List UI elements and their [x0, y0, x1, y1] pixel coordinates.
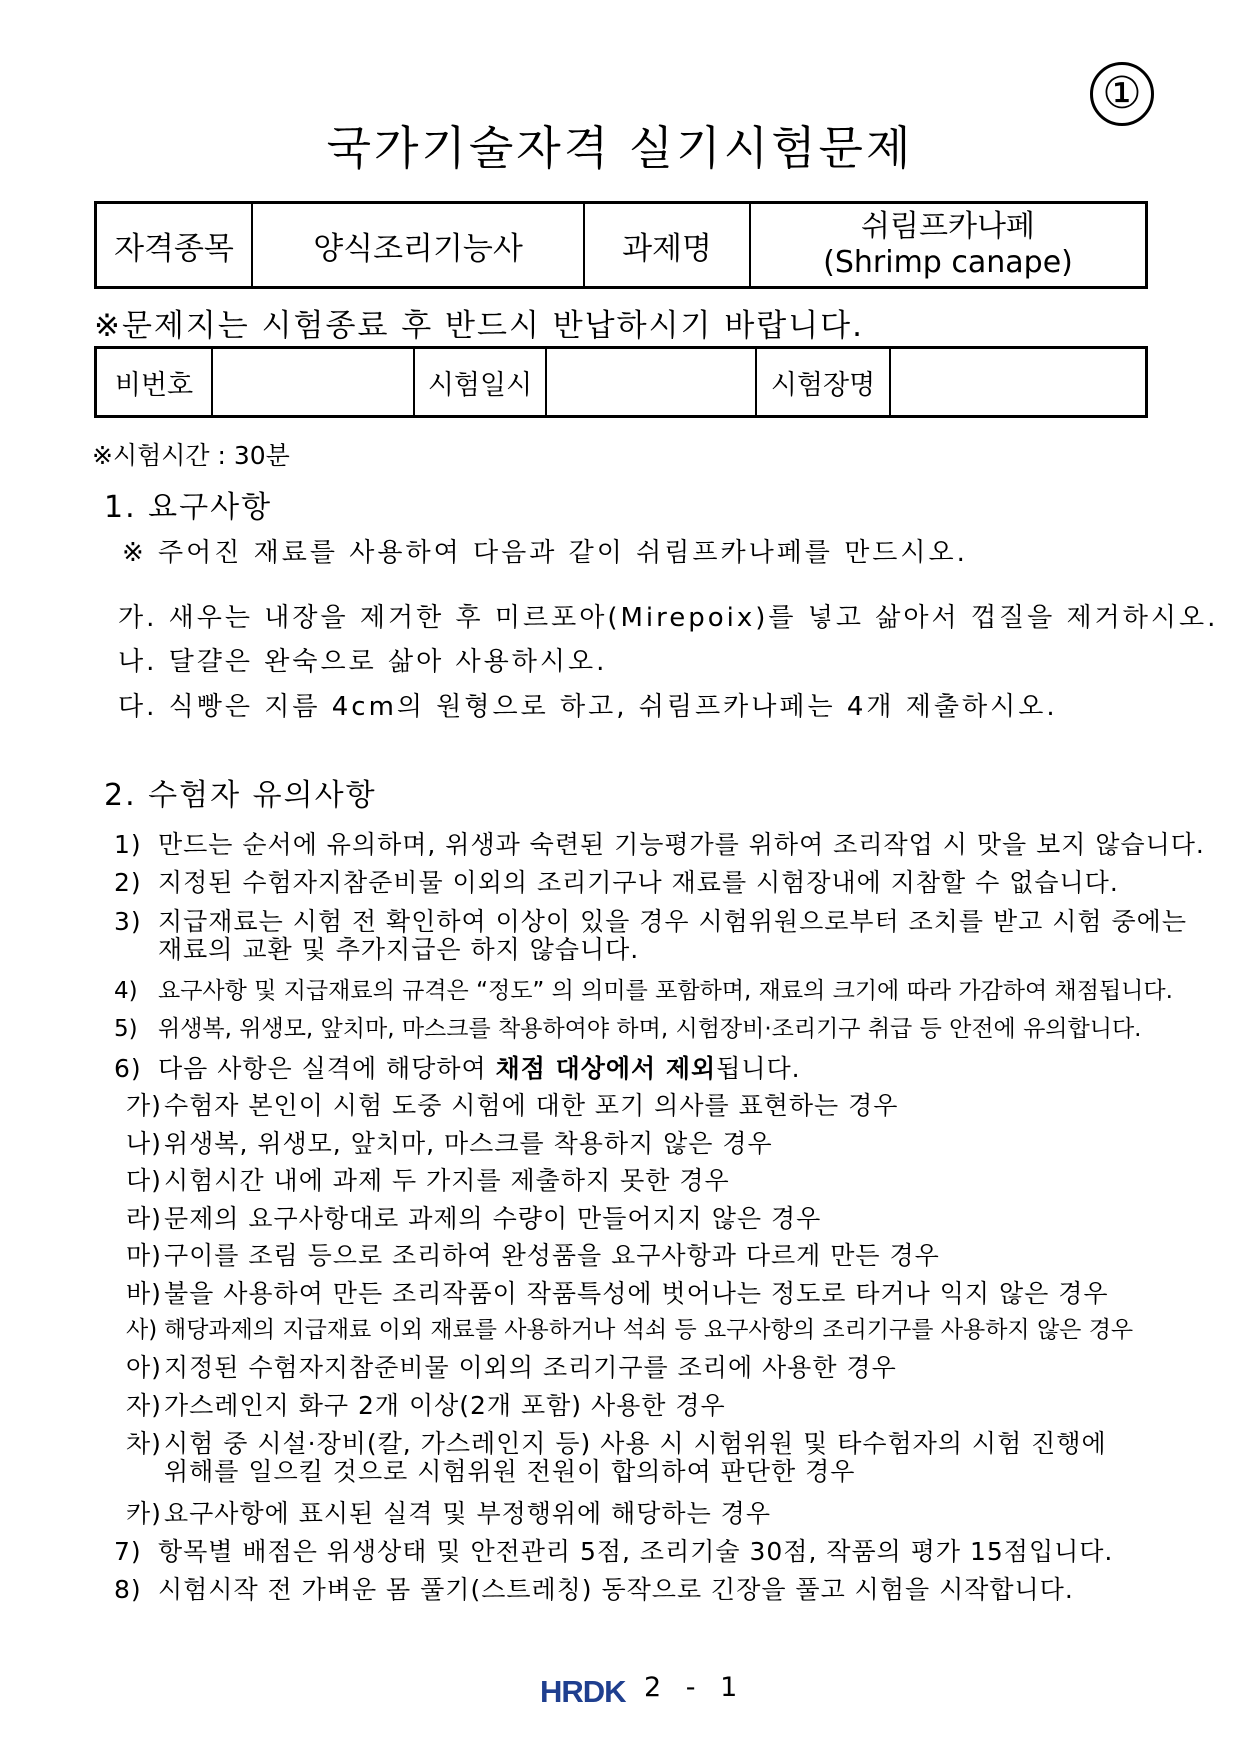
qualification-value: 양식조리기능사	[252, 203, 584, 288]
page-title: 국가기술자격 실기시험문제	[326, 121, 914, 175]
qualification-label: 자격종목	[96, 203, 253, 288]
page-marker: ①	[1090, 62, 1154, 126]
task-name	[750, 203, 1147, 288]
caution-item: 3) 지급재료는 시험 전 확인하여 이상이 있을 경우 시험위원으로부터 조치를 받고 시험 중에는	[114, 907, 1187, 936]
caution-item: 4) 요구사항 및 지급재료의 규격은 “정도” 의 의미를 포함하며, 재료의 크기에 따라 가감하여 채점됩니다.	[114, 978, 1173, 1004]
disqualification-item: 사) 해당과제의 지급재료 이외 재료를 사용하거나 석쇠 등 요구사항의 조리기구를 사용하지 않은 경우	[126, 1317, 1134, 1343]
hrdk-logo	[540, 1670, 636, 1710]
return-notice: ※문제지는 시험종료 후 반드시 반납하시기 바랍니다.	[94, 308, 864, 344]
disqualification-item-continued: 위해를 일으킬 것으로 시험위원 전원이 합의하여 판단한 경우	[164, 1457, 856, 1486]
task-name-korean: 쉬림프카나페	[861, 209, 1035, 244]
caution-item: 7) 항목별 배점은 위생상태 및 안전관리 5점, 조리기술 30점, 작품의 평가 15점입니다.	[114, 1537, 1114, 1566]
hrdk-logo-text: HRDK	[540, 1674, 626, 1709]
disqualification-item: 라)문제의 요구사항대로 과제의 수량이 만들어지지 않은 경우	[126, 1204, 822, 1233]
section-cautions-title: 2. 수험자 유의사항	[104, 778, 377, 813]
caution-item: 8) 시험시작 전 가벼운 몸 풀기(스트레칭) 동작으로 긴장을 풀고 시험을 시작합니다.	[114, 1575, 1074, 1604]
exam-time: ※시험시간 : 30분	[92, 441, 290, 470]
candidate-id-table	[94, 346, 1148, 418]
disqualification-item: 차)시험 중 시설·장비(칼, 가스레인지 등) 사용 시 시험위원 및 타수험자의 시험 진행에	[126, 1429, 1107, 1458]
caution-item-continued: 재료의 교환 및 추가지급은 하지 않습니다.	[158, 935, 640, 964]
qualification-table	[94, 201, 1148, 289]
disqualification-item: 마)구이를 조림 등으로 조리하여 완성품을 요구사항과 다르게 만든 경우	[126, 1241, 940, 1270]
venue-label: 시험장명	[756, 348, 890, 417]
requirement-item: 다. 식빵은 지름 4cm의 원형으로 하고, 쉬림프카나페는 4개 제출하시오.	[118, 692, 1058, 722]
disqualification-item: 다)시험시간 내에 과제 두 가지를 제출하지 못한 경우	[126, 1166, 730, 1195]
disqualification-item: 나)위생복, 위생모, 앞치마, 마스크를 착용하지 않은 경우	[126, 1129, 773, 1158]
venue-field	[890, 348, 1147, 417]
disqualification-emphasis: 채점 대상에서 제외	[495, 1054, 717, 1083]
page-number: 2 - 1	[644, 1672, 746, 1703]
date-field	[546, 348, 756, 417]
number-field	[212, 348, 414, 417]
task-name-english: (Shrimp canape)	[823, 245, 1073, 280]
caution-item: 6) 다음 사항은 실격에 해당하여 채점 대상에서 제외됩니다.	[114, 1054, 801, 1083]
requirement-item: 가. 새우는 내장을 제거한 후 미르포아(Mirepoix)를 넣고 삶아서 껍질을 제거하시오.	[118, 603, 1219, 633]
disqualification-item: 가)수험자 본인이 시험 도중 시험에 대한 포기 의사를 표현하는 경우	[126, 1091, 899, 1120]
caution-item: 2) 지정된 수험자지참준비물 이외의 조리기구나 재료를 시험장내에 지참할 수 없습니다.	[114, 868, 1119, 897]
caution-item: 5) 위생복, 위생모, 앞치마, 마스크를 착용하여야 하며, 시험장비·조리기구 취급 등 안전에 유의합니다.	[114, 1016, 1142, 1042]
section-requirements-title: 1. 요구사항	[104, 490, 273, 525]
requirement-item: 나. 달걀은 완숙으로 삶아 사용하시오.	[118, 647, 608, 677]
task-label: 과제명	[584, 203, 750, 288]
disqualification-item: 카)요구사항에 표시된 실격 및 부정행위에 해당하는 경우	[126, 1499, 771, 1528]
caution-item: 1) 만드는 순서에 유의하며, 위생과 숙련된 기능평가를 위하여 조리작업 시 맛을 보지 않습니다.	[114, 830, 1205, 859]
disqualification-item: 자)가스레인지 화구 2개 이상(2개 포함) 사용한 경우	[126, 1391, 726, 1420]
number-label: 비번호	[96, 348, 213, 417]
disqualification-item: 바)불을 사용하여 만든 조리작품이 작품특성에 벗어나는 정도로 타거나 익지 않은 경우	[126, 1279, 1109, 1308]
requirements-intro: ※ 주어진 재료를 사용하여 다음과 같이 쉬림프카나페를 만드시오.	[122, 538, 968, 568]
disqualification-item: 아)지정된 수험자지참준비물 이외의 조리기구를 조리에 사용한 경우	[126, 1353, 897, 1382]
date-label: 시험일시	[414, 348, 546, 417]
